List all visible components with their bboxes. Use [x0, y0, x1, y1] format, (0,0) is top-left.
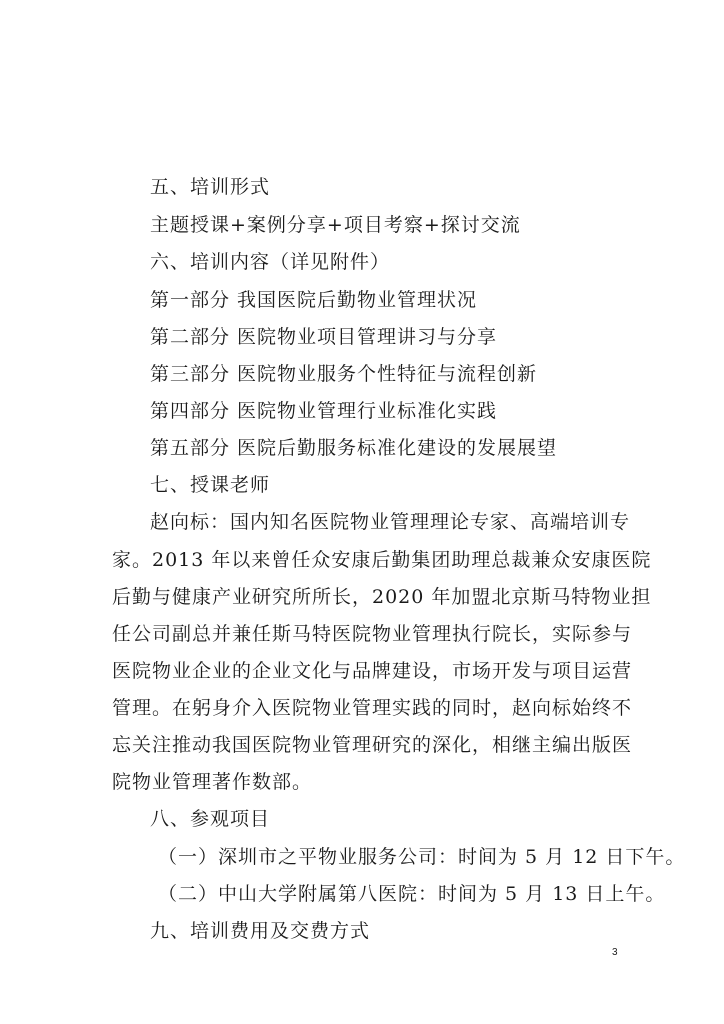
section6-heading: 六、培训内容（详见附件）: [150, 251, 391, 273]
teacher-paragraph-line: 院物业管理著作数部。: [112, 771, 313, 793]
teacher-paragraph-line: 后勤与健康产业研究所所长，2020 年加盟北京斯马特物业担: [112, 586, 652, 608]
page-number: 3: [612, 947, 618, 958]
teacher-paragraph-line: 任公司副总并兼任斯马特医院物业管理执行院长，实际参与: [112, 623, 633, 645]
section7-heading: 七、授课老师: [150, 474, 271, 496]
visit-item: （一）深圳市之平物业服务公司：时间为 5 月 12 日下午。: [158, 846, 686, 868]
teacher-paragraph-line: 管理。在躬身介入医院物业管理实践的同时，赵向标始终不: [112, 697, 633, 719]
section5-content: 主题授课+案例分享+项目考察+探讨交流: [150, 214, 521, 236]
teacher-paragraph-line: 医院物业企业的企业文化与品牌建设，市场开发与项目运营: [112, 660, 633, 682]
section6-item: 第一部分 我国医院后勤物业管理状况: [150, 289, 478, 311]
section6-item: 第二部分 医院物业项目管理讲习与分享: [150, 326, 498, 348]
teacher-paragraph-line: 家。2013 年以来曾任众安康后勤集团助理总裁兼众安康医院: [112, 549, 652, 571]
teacher-paragraph-line: 赵向标：国内知名医院物业管理理论专家、高端培训专: [150, 511, 631, 533]
section6-item: 第三部分 医院物业服务个性特征与流程创新: [150, 363, 538, 385]
section6-item: 第四部分 医院物业管理行业标准化实践: [150, 400, 498, 422]
visit-item: （二）中山大学附属第八医院：时间为 5 月 13 日上午。: [158, 883, 666, 905]
section5-heading: 五、培训形式: [150, 176, 271, 198]
teacher-paragraph-line: 忘关注推动我国医院物业管理研究的深化，相继主编出版医: [112, 734, 633, 756]
section8-heading: 八、参观项目: [150, 808, 271, 830]
section6-item: 第五部分 医院后勤服务标准化建设的发展展望: [150, 437, 558, 459]
section9-heading: 九、培训费用及交费方式: [150, 920, 371, 942]
